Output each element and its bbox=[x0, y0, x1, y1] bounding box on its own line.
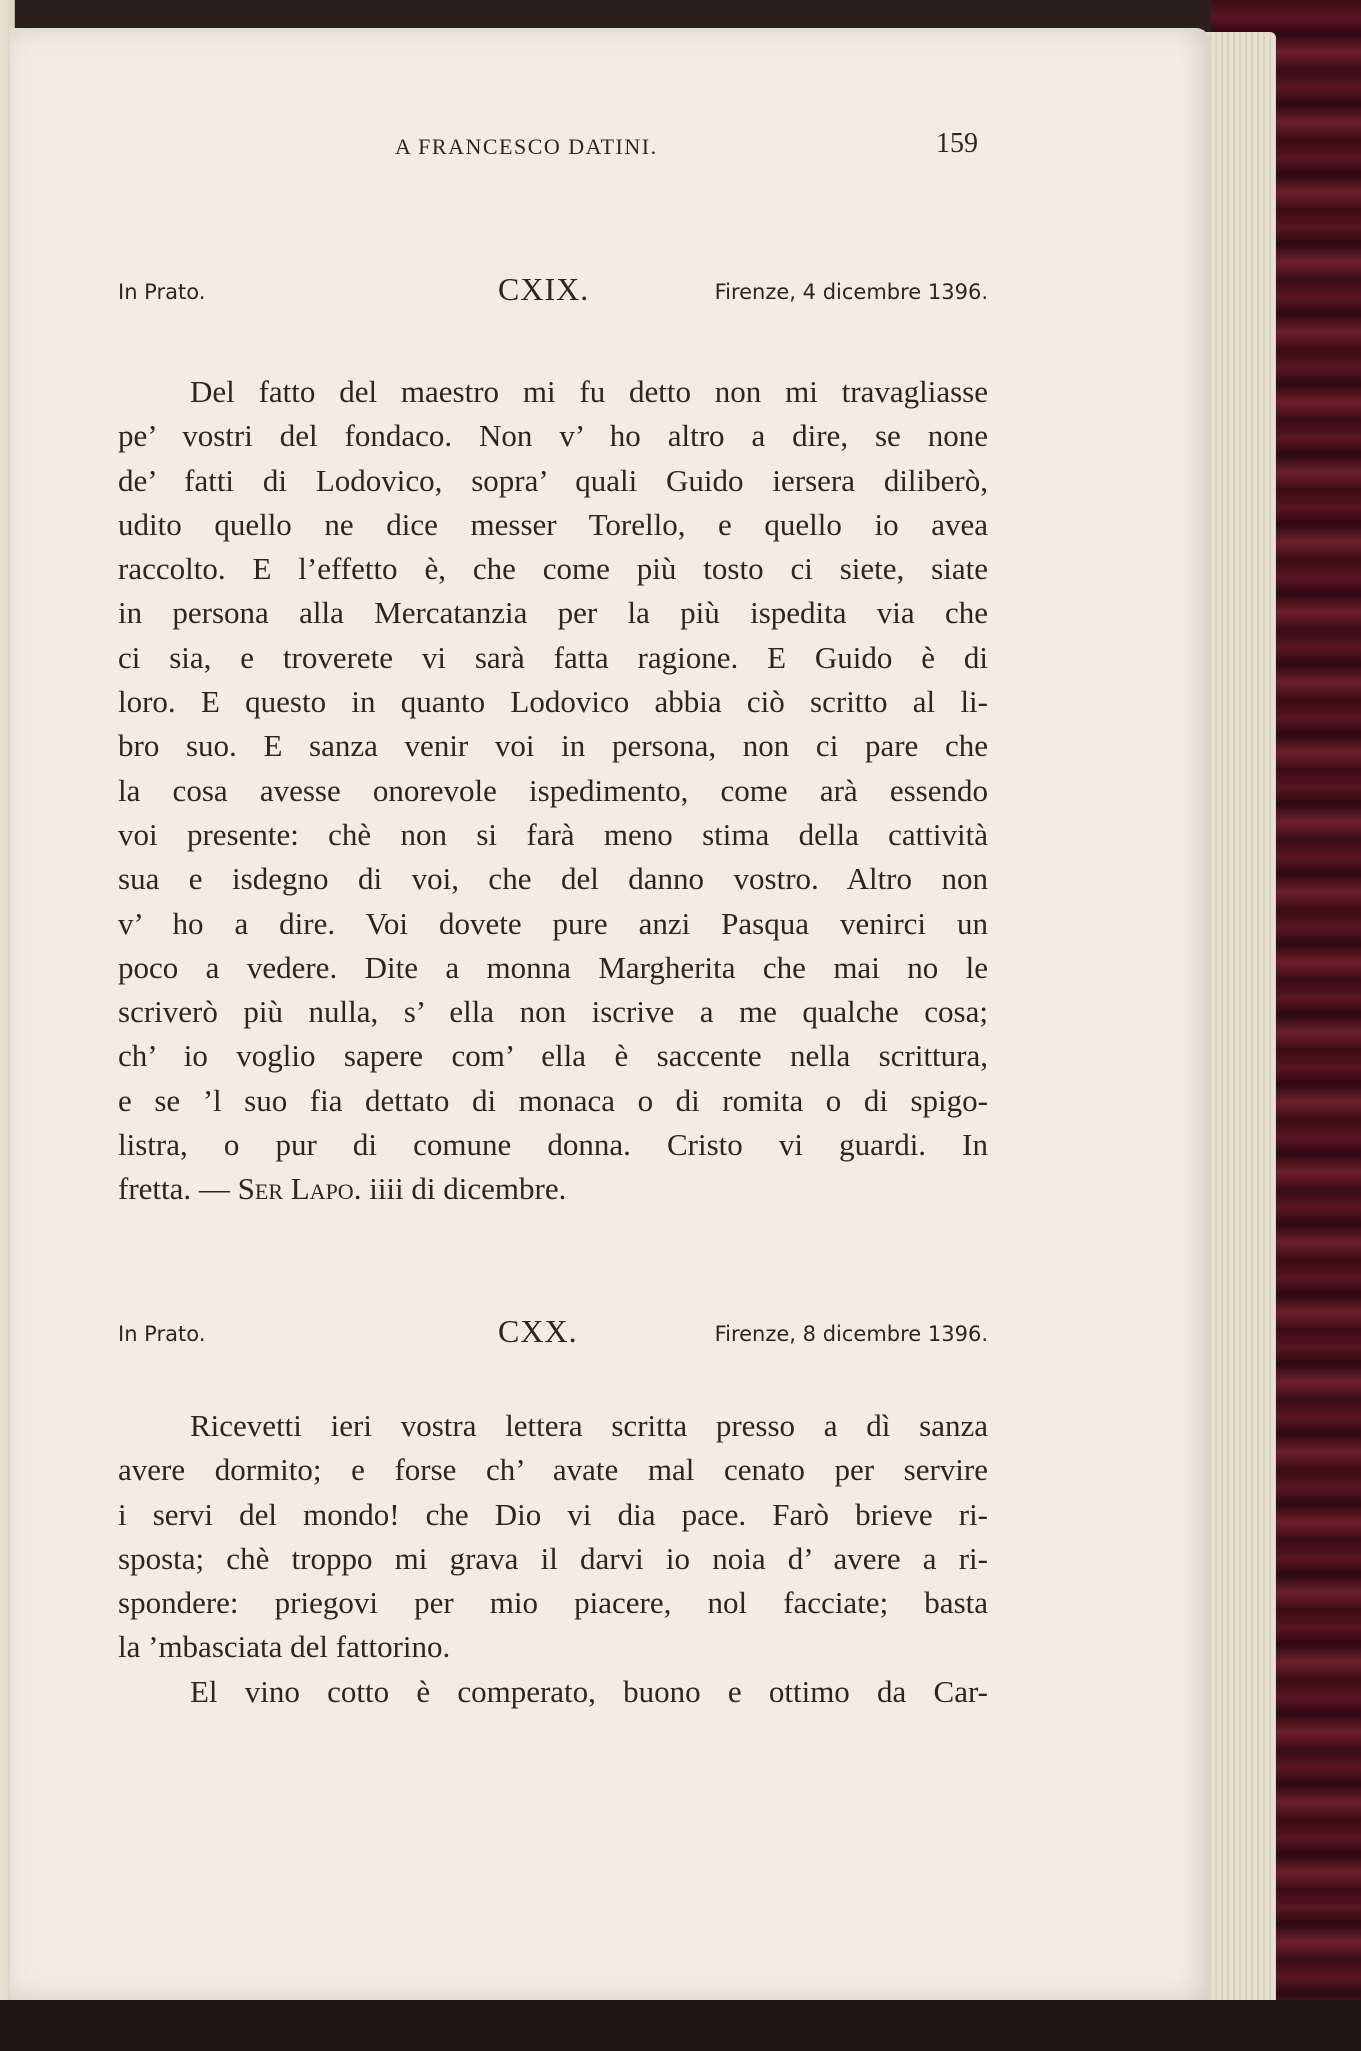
running-head: A FRANCESCO DATINI. bbox=[395, 134, 658, 159]
text-line: avere dormito; e forse ch’ avate mal cenato per servire bbox=[118, 1452, 988, 1488]
text-line: sposta; chè troppo mi grava il darvi io noia d’ avere a ri- bbox=[118, 1540, 988, 1576]
text-line: poco a vedere. Dite a monna Margherita che mai no le bbox=[118, 949, 988, 985]
text-line: la cosa avesse onorevole ispedimento, come arà essendo bbox=[118, 772, 988, 808]
book-bottom-edge bbox=[0, 2000, 1361, 2051]
text-line: pe’ vostri del fondaco. Non v’ ho altro a dire, se none bbox=[118, 418, 988, 454]
text-line: la ’mbasciata del fattorino. bbox=[118, 1629, 451, 1665]
letter-number: CXX. bbox=[498, 1313, 578, 1349]
letter-number: CXIX. bbox=[498, 271, 590, 307]
text-line: sua e isdegno di voi, che del danno vostro. Altro non bbox=[118, 861, 988, 897]
text-line: bro suo. E sanza venir voi in persona, non ci pare che bbox=[118, 728, 988, 764]
text-line: v’ ho a dire. Voi dovete pure anzi Pasqua venirci un bbox=[118, 905, 988, 941]
letter-date: Firenze, 4 dicembre 1396. bbox=[714, 280, 988, 304]
text-line: ci sia, e troverete vi sarà fatta ragione. E Guido è di bbox=[118, 639, 988, 675]
text-line: Ricevetti ieri vostra lettera scritta presso a dì sanza bbox=[190, 1408, 988, 1443]
closing-line bbox=[118, 1167, 988, 1211]
text-line: spondere: priegovi per mio piacere, nol facciate; basta bbox=[118, 1585, 988, 1621]
text-line: ch’ io voglio sapere com’ ella è saccente nella scrittura, bbox=[118, 1038, 988, 1074]
letter-place: In Prato. bbox=[118, 280, 206, 304]
letter-header bbox=[118, 268, 988, 308]
text-line: scriverò più nulla, s’ ella non iscrive a me qualche cosa; bbox=[118, 994, 988, 1030]
page-number: 159 bbox=[936, 128, 978, 159]
closing-suffix: iiii di dicembre. bbox=[361, 1171, 567, 1207]
letter-body bbox=[118, 1404, 988, 1714]
text-line: de’ fatti di Lodovico, sopra’ quali Guido iersera diliberò, bbox=[118, 462, 988, 498]
signature: Ser Lapo. bbox=[237, 1171, 362, 1207]
text-line: in persona alla Mercatanzia per la più ispedita via che bbox=[118, 595, 988, 631]
letter-date: Firenze, 8 dicembre 1396. bbox=[714, 1322, 988, 1346]
closing-prefix: fretta. — bbox=[118, 1171, 238, 1207]
text-line: loro. E questo in quanto Lodovico abbia ciò scritto al li- bbox=[118, 684, 988, 720]
text-line: El vino cotto è comperato, buono e ottimo da Car- bbox=[190, 1673, 988, 1709]
text-line: voi presente: chè non si farà meno stima della cattività bbox=[118, 816, 988, 852]
text-line: raccolto. E l’effetto è, che come più tosto ci siete, siate bbox=[118, 551, 988, 587]
letter-place: In Prato. bbox=[118, 1322, 206, 1346]
text-line: i servi del mondo! che Dio vi dia pace. Farò brieve ri- bbox=[118, 1496, 988, 1532]
letter-header bbox=[118, 1310, 988, 1350]
text-line: listra, o pur di comune donna. Cristo vi guardi. In bbox=[118, 1127, 988, 1163]
page-block-edges bbox=[1206, 32, 1276, 2017]
text-line: e se ’l suo fia dettato di monaca o di romita o di spigo- bbox=[118, 1082, 988, 1118]
text-line: udito quello ne dice messer Torello, e quello io avea bbox=[118, 506, 988, 542]
text-line: Del fatto del maestro mi fu detto non mi travagliasse bbox=[190, 374, 988, 409]
letter-body bbox=[118, 370, 988, 1212]
